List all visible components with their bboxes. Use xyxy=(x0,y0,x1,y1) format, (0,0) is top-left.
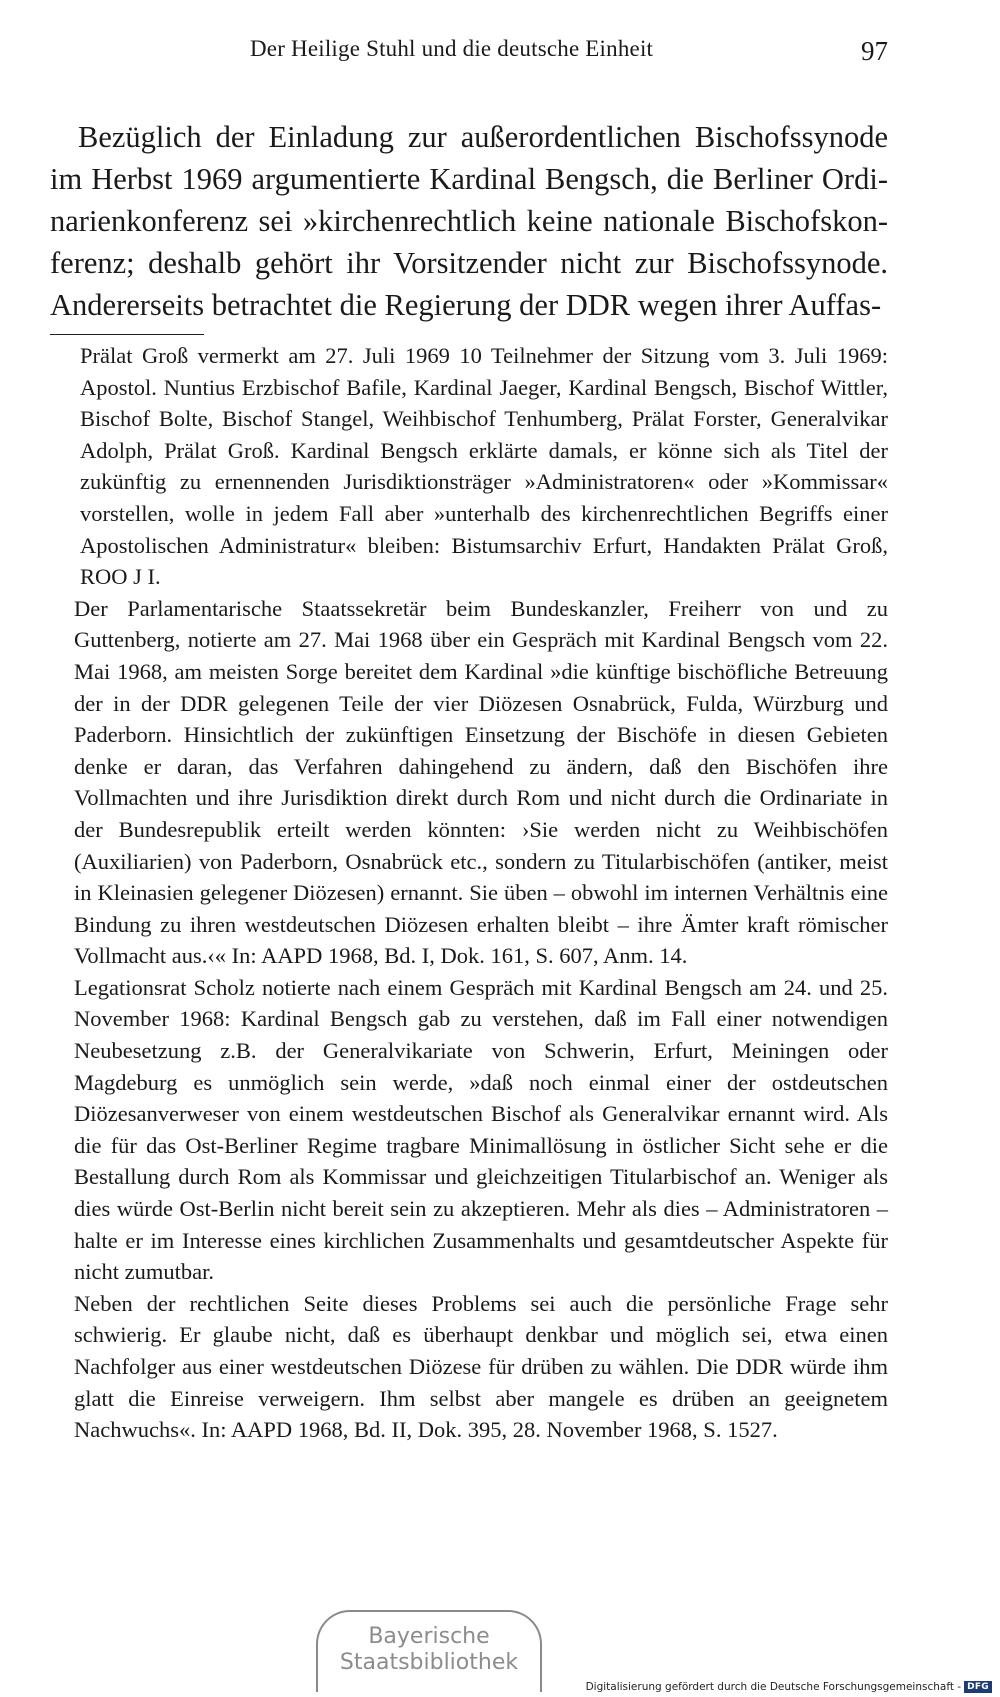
footnote-paragraph: Legationsrat Scholz notierte nach einem Gespräch mit Kardinal Bengsch am 24. und 25. November 1968: Kardinal Bengsch gab zu verstehen, daß im Fall einer notwendigen Neubesetzung z.B. der Generalvikariate von Schwerin, Erfurt, Meiningen oder Magdeburg es unmöglich sein werde, »daß noch einmal einer der ostdeutschen Diözesanverweser von einem westdeutschen Bischof als Generalvikar ernannt wird. Als die für das Ost-Berliner Regime tragbare Minimallösung in östlicher Sicht sehe er die Bestallung durch Rom als Kommissar und gleichzeitigen Titularbischof an. Weniger als dies würde Ost-Berlin nicht bereit sein zu akzeptieren. Mehr als dies – Administratoren – halte er im Interesse eines kirchlichen Zusammenhalts und gesamtdeutscher Aspekte für nicht zumutbar. xyxy=(74,974,888,1285)
footnote-paragraph: Der Parlamentarische Staatssekretär beim Bundeskanzler, Freiherr von und zu Guttenberg, notierte am 27. Mai 1968 über ein Gespräch mit Kardinal Bengsch vom 22. Mai 1968, am meisten Sorge bereitet dem Kardinal »die künftige bischöfliche Betreuung der in der DDR gelegenen Teile der vier Diözesen Osnabrück, Fulda, Würzburg und Paderborn. Hinsichtlich der zukünftigen Einsetzung der Bischöfe in diesen Gebieten denke er daran, das Verfahren dahingehend zu ändern, daß den Bischöfen ihre Vollmachten und ihre Jurisdiktion direkt durch Rom und nicht durch die Ordinariate in der Bundesrepublik erteilt werden könnten: ›Sie werden nicht zu Weihbischöfen (Auxiliarien) von Paderborn, Osnabrück etc., sondern zu Titularbischöfen (antiker, meist in Kleinasien gelegener Diözesen) ernannt. Sie üben – obwohl im internen Verhältnis eine Bindung zu ihren westdeutschen Diözesen erhalten bleibt – ihre Ämter kraft römischer Vollmacht aus.‹« In: AAPD 1968, Bd. I, Dok. 161, S. 607, Anm. 14. xyxy=(74,595,888,969)
main-text xyxy=(50,116,888,326)
digitization-credit xyxy=(586,1681,992,1693)
dfg-logo-icon: DFG xyxy=(964,1681,992,1693)
credit-text: Digitalisierung gefördert durch die Deutsche Forschungsgemeinschaft - xyxy=(585,1681,962,1693)
stamp-line: Bayerische xyxy=(368,1624,490,1649)
footnote-paragraph: Prälat Groß vermerkt am 27. Juli 1969 10 Teilnehmer der Sitzung vom 3. Juli 1969: Apostol. Nuntius Erzbischof Bafile, Kardinal Jaeger, Kardinal Bengsch, Bischof Wittler, Bischof Bolte, Bischof Stangel, Weihbischof Tenhumberg, Prälat Forster, Generalvikar Adolph, Prälat Groß. Kardinal Bengsch erklärte damals, er könne sich als Titel der zukünftig zu ernennenden Jurisdiktionsträger »Administratoren« oder »Kommissar« vorstellen, wolle in jedem Fall aber »unterhalb des kirchenrechtlichen Begriffs einer Apostolischen Administratur« bleiben: Bistumsarchiv Erfurt, Handakten Prälat Groß, ROO J I. xyxy=(80,343,888,590)
footnotes xyxy=(74,340,888,1446)
stamp-line: Staatsbibliothek xyxy=(339,1650,519,1675)
footnote-paragraph: Neben der rechtlichen Seite dieses Problems sei auch die persönliche Frage sehr schwierig. Er glaube nicht, daß es überhaupt denkbar und möglich sei, etwa einen Nachfolger aus einer westdeutschen Diözese für drüben zu wählen. Die DDR würde ihm glatt die Einreise verweigern. Ihm selbst aber mangele es drüben an geeignetem Nachwuchs«. In: AAPD 1968, Bd. II, Dok. 395, 28. November 1968, S. 1527. xyxy=(74,1290,888,1443)
footnote-separator xyxy=(50,334,204,335)
main-paragraph: Bezüglich der Einladung zur außerordentlichen Bischofssynode im Herbst 1969 argumentierte Kardinal Bengsch, die Berliner Ordinarienkonferenz sei »kirchenrechtlich keine nationale Bischofskonferenz; deshalb gehört ihr Vorsitzender nicht zur Bischofssynode. Andererseits betrachtet die Regierung der DDR wegen ihrer Auffas- xyxy=(50,120,888,322)
page-number: 97 xyxy=(861,36,888,66)
library-stamp xyxy=(316,1610,542,1692)
running-title: Der Heilige Stuhl und die deutsche Einheit xyxy=(250,36,654,61)
